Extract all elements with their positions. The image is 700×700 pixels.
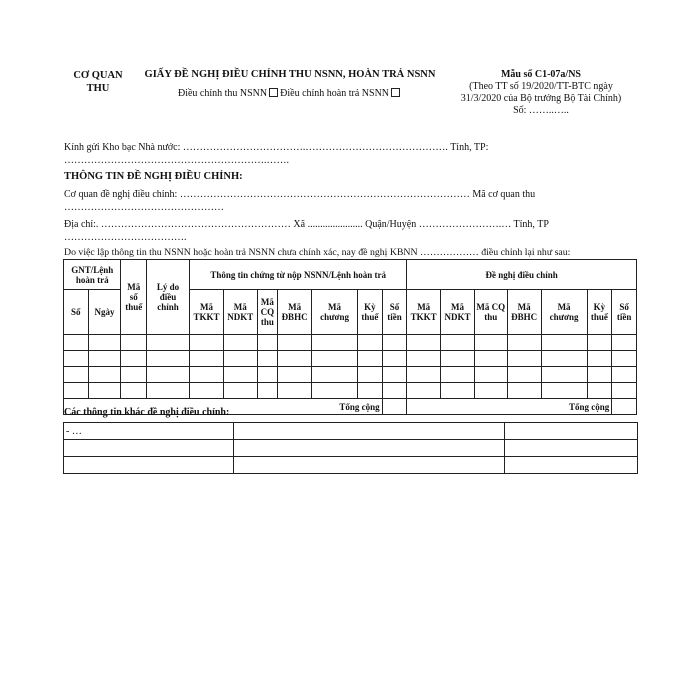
- header-ma-ndkt-new: Mã NDKT: [441, 290, 475, 335]
- form-number: Số: ……..…..: [513, 105, 569, 116]
- option-hoan-tra-label: Điều chỉnh hoàn trả NSNN: [280, 88, 390, 99]
- table-row: [64, 440, 638, 457]
- other-info-label: Các thông tin khác đề nghị điều chỉnh:: [64, 407, 230, 418]
- agency-heading: CƠ QUAN THU: [73, 70, 123, 94]
- header-so: Số: [64, 290, 89, 335]
- header-ma-dbhc: Mã ĐBHC: [278, 290, 312, 335]
- other-info-table: [63, 422, 638, 474]
- form-code-block: [447, 69, 635, 117]
- table-row: [64, 423, 638, 440]
- header-ma-so-thue: Mã số thuế: [121, 260, 147, 335]
- agency-line: Cơ quan đề nghị điều chỉnh: …………………………………………………………………………… Mã cơ quan thu: [64, 189, 536, 200]
- section-title: THÔNG TIN ĐỀ NGHỊ ĐIỀU CHỈNH:: [64, 171, 243, 182]
- header-gnt-group: GNT/Lệnh hoàn trả: [64, 260, 121, 290]
- option-hoan-tra-checkbox[interactable]: [391, 88, 400, 97]
- header-ma-tkkt-new: Mã TKKT: [407, 290, 441, 335]
- form-title: GIẤY ĐỀ NGHỊ ĐIỀU CHỈNH THU NSNN, HOÀN TRẢ NSNN: [144, 69, 436, 80]
- address-line: Địa chỉ:. ………………………………………………… Xã ...................... Quận/Huyện …………………….… Tỉnh, TP: [64, 219, 549, 230]
- header-ma-ndkt: Mã NDKT: [223, 290, 257, 335]
- agency-line-2: …………………………………………: [64, 202, 224, 213]
- form-code: Mẫu số C1-07a/NS: [500, 69, 581, 80]
- adjustment-table: [63, 259, 637, 415]
- header-so-tien: Số tiền: [382, 290, 407, 335]
- form-ref-line1: (Theo TT số 19/2020/TT-BTC ngày: [469, 81, 613, 92]
- addressee-line: Kính gửi Kho bạc Nhà nước: ……………………………….……………………………………. Tỉnh, TP:: [64, 142, 489, 153]
- table-row: [64, 335, 637, 351]
- header-ma-cq-thu: Mã CQ thu: [257, 290, 277, 335]
- option-thu-checkbox[interactable]: [269, 88, 278, 97]
- table-row: [64, 351, 637, 367]
- header-ky-thue-new: Kỳ thuế: [587, 290, 612, 335]
- address-line-2: ……………………………….: [64, 232, 187, 243]
- total-label-old: Tổng cộng: [64, 399, 383, 415]
- total-amount-old[interactable]: [382, 399, 407, 415]
- header-ngay: Ngày: [88, 290, 121, 335]
- header-ma-cq-thu-new: Mã CQ thu: [474, 290, 507, 335]
- form-ref-line2: 31/3/2020 của Bộ trưởng Bộ Tài Chính): [460, 93, 622, 104]
- header-ma-chuong-new: Mã chương: [541, 290, 587, 335]
- header-ky-thue: Kỳ thuế: [358, 290, 383, 335]
- reason-line: Do việc lập thông tin thu NSNN hoặc hoàn trả NSNN chưa chính xác, nay đề nghị KBNN ……………… điều chỉnh lại như sau:: [64, 247, 571, 258]
- addressee-line-2: …………………………………………………….…….: [64, 155, 289, 166]
- adjustment-options: [160, 88, 420, 99]
- table-row: [64, 383, 637, 399]
- total-amount-new[interactable]: [612, 399, 637, 415]
- header-ma-dbhc-new: Mã ĐBHC: [507, 290, 541, 335]
- table-row: [64, 367, 637, 383]
- header-ma-tkkt: Mã TKKT: [190, 290, 224, 335]
- total-label-new: Tổng cộng: [407, 399, 612, 415]
- other-info-cell[interactable]: - …: [64, 423, 234, 440]
- header-thong-tin-group: Thông tin chứng từ nộp NSNN/Lệnh hoàn trả: [190, 260, 407, 290]
- option-thu-label: Điều chỉnh thu NSNN: [177, 88, 268, 99]
- header-de-nghi-group: Đề nghị điều chỉnh: [407, 260, 637, 290]
- table-row: [64, 457, 638, 474]
- header-so-tien-new: Số tiền: [612, 290, 637, 335]
- header-ma-chuong: Mã chương: [311, 290, 357, 335]
- header-ly-do: Lý do điều chỉnh: [147, 260, 190, 335]
